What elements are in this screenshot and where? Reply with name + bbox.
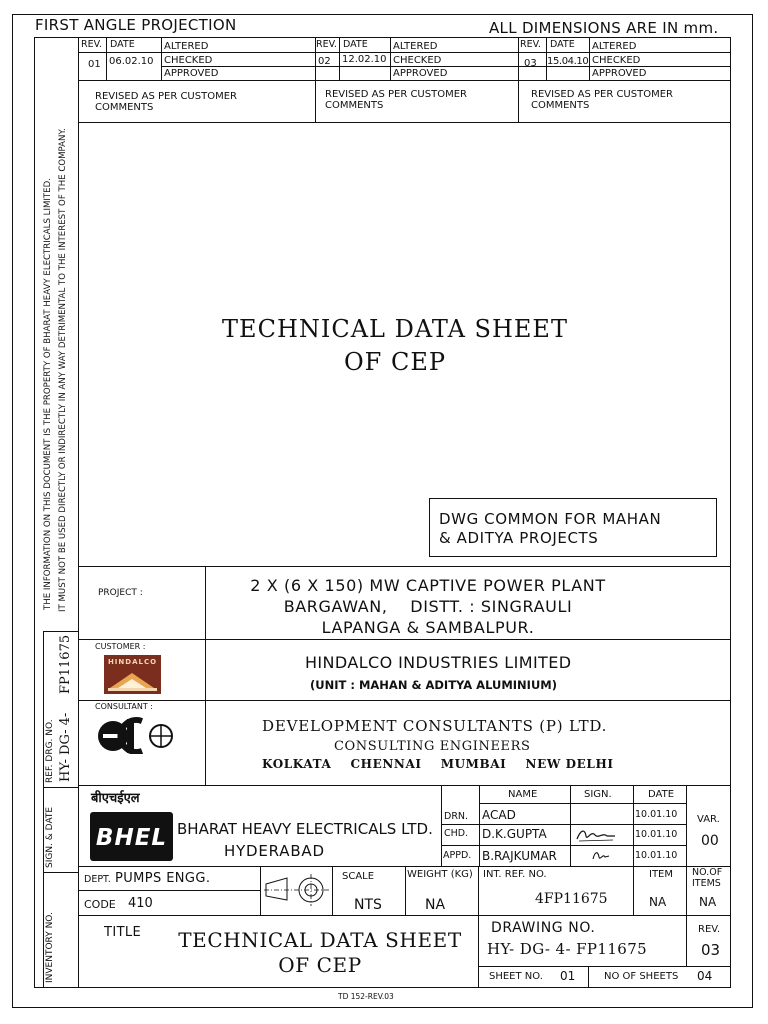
date-label: DATE xyxy=(343,39,368,50)
checked-label: CHECKED xyxy=(393,55,442,66)
project-description xyxy=(205,575,651,638)
no-items-value: NA xyxy=(699,895,717,909)
dc-logo-icon xyxy=(97,716,181,754)
checked-label: CHECKED xyxy=(164,55,213,66)
scale-value: NTS xyxy=(354,897,382,913)
drawing-title xyxy=(170,928,470,978)
var-value: 00 xyxy=(701,833,719,849)
common-drawing-note xyxy=(429,498,717,557)
sheet-no-label: SHEET NO. xyxy=(489,971,543,982)
rev-date: 15.04.10 xyxy=(547,56,589,67)
project-line3: LAPANGA & SAMBALPUR. xyxy=(321,618,535,637)
int-ref-label: INT. REF. NO. xyxy=(483,869,547,880)
checked-role: CHD. xyxy=(444,828,469,839)
details-col xyxy=(405,866,406,915)
rev-number: 01 xyxy=(88,59,101,70)
sign-header-sign: SIGN. xyxy=(584,789,612,800)
no-of-sheets: 04 xyxy=(697,969,713,983)
rev-line-3 xyxy=(78,80,731,81)
altered-label: ALTERED xyxy=(592,41,637,52)
approved-signature-icon xyxy=(591,849,611,863)
no-of-sheets-label: NO OF SHEETS xyxy=(604,971,679,982)
consultant-sub: CONSULTING ENGINEERS xyxy=(334,739,531,754)
rev-comment: REVISED AS PER CUSTOMER COMMENTS xyxy=(95,91,237,113)
customer-name: HINDALCO INDUSTRIES LIMITED xyxy=(305,653,572,672)
sidebar-divider xyxy=(78,37,79,988)
company-name: BHARAT HEAVY ELECTRICALS LTD. xyxy=(177,820,433,838)
rev-number: 03 xyxy=(524,58,537,69)
details-bottom-line xyxy=(78,915,731,916)
sign-col xyxy=(686,785,687,866)
details-col xyxy=(332,866,333,915)
form-code: TD 152-REV.03 xyxy=(338,992,394,1001)
rev-date: 12.02.10 xyxy=(342,54,387,65)
drawing-title-line1: TECHNICAL DATA SHEET xyxy=(178,928,462,952)
checked-label: CHECKED xyxy=(592,55,641,66)
weight-value: NA xyxy=(425,897,446,913)
sign-date-label: SIGN. & DATE xyxy=(45,806,55,868)
drawing-no-line xyxy=(478,966,731,967)
drawn-name: ACAD xyxy=(482,808,516,822)
bhel-right-col xyxy=(441,785,442,866)
drawing-title-line2: OF CEP xyxy=(278,953,362,977)
altered-label: ALTERED xyxy=(393,41,438,52)
sign-col xyxy=(479,785,480,866)
sign-col xyxy=(633,785,634,866)
rev-date: 06.02.10 xyxy=(109,56,154,67)
no-items-label-1: NO.OF xyxy=(692,867,723,878)
sheet-col xyxy=(588,966,589,988)
altered-label: ALTERED xyxy=(164,41,209,52)
rev-comment: REVISED AS PER CUSTOMER COMMENTS xyxy=(325,89,467,111)
int-ref-value: 4FP11675 xyxy=(535,891,608,907)
ownership-notice: THE INFORMATION ON THIS DOCUMENT IS THE PROPERTY OF BHARAT HEAVY ELECTRICALS LIMITED. xyxy=(43,178,53,610)
bhel-logo xyxy=(90,812,173,861)
rev-col xyxy=(390,37,391,80)
consultant-label: CONSULTANT : xyxy=(95,702,154,711)
approved-label: APPROVED xyxy=(592,68,647,79)
date-label: DATE xyxy=(110,39,135,50)
sidebar-sep-2 xyxy=(43,787,78,788)
projection-label: FIRST ANGLE PROJECTION xyxy=(35,16,237,34)
checked-name: D.K.GUPTA xyxy=(482,827,547,841)
drawing-no: HY- DG- 4- FP11675 xyxy=(487,940,648,958)
customer-label: CUSTOMER : xyxy=(95,642,146,651)
scale-label: SCALE xyxy=(342,871,375,882)
common-note-line1: DWG COMMON FOR MAHAN xyxy=(439,510,662,528)
common-note-line2: & ADITYA PROJECTS xyxy=(439,529,599,547)
sign-header-line xyxy=(479,803,686,804)
sidebar-sep-3 xyxy=(43,872,78,873)
drawing-no-label: DRAWING NO. xyxy=(491,920,596,936)
weight-label: WEIGHT (KG) xyxy=(407,869,473,880)
dept-value: PUMPS ENGG. xyxy=(115,871,211,886)
no-items-label-2: ITEMS xyxy=(692,878,721,889)
consultant-name: DEVELOPMENT CONSULTANTS (P) LTD. xyxy=(262,717,608,735)
bhel-hindi-name: बीएचईएल xyxy=(91,791,140,806)
approved-label: APPROVED xyxy=(164,68,219,79)
code-value: 410 xyxy=(128,896,153,911)
project-top-line xyxy=(78,566,731,567)
sign-row-line xyxy=(441,824,686,825)
rev-col-right xyxy=(686,915,687,966)
rev-col xyxy=(161,37,162,80)
rev-col xyxy=(589,37,590,80)
hindalco-logo xyxy=(104,655,161,694)
ref-drg-value-a: FP11675 xyxy=(58,634,73,694)
ref-drg-value-b: HY- DG- 4- xyxy=(58,712,73,782)
code-label: CODE xyxy=(84,898,116,911)
rev-label: REV. xyxy=(81,39,102,50)
date-label: DATE xyxy=(550,39,575,50)
ref-drg-label: REF. DRG. NO. xyxy=(45,719,55,783)
rev-col xyxy=(106,37,107,80)
project-line1: 2 X (6 X 150) MW CAPTIVE POWER PLANT xyxy=(250,576,606,595)
bhel-logo-text: BHEL xyxy=(95,825,168,851)
hindalco-logo-text: HINDALCO xyxy=(107,658,158,666)
project-label: PROJECT : xyxy=(98,588,143,598)
approved-name: B.RAJKUMAR xyxy=(482,849,557,863)
consultant-top-line xyxy=(78,700,731,701)
item-label: ITEM xyxy=(649,869,674,880)
drawn-date: 10.01.10 xyxy=(635,809,678,820)
main-title xyxy=(150,313,640,379)
details-col xyxy=(478,866,479,988)
sidebar-inner-line xyxy=(43,631,44,988)
var-label: VAR. xyxy=(697,814,720,825)
rev-label: REV. xyxy=(520,39,541,50)
dept-label: DEPT. xyxy=(84,874,111,885)
rev-label: REV. xyxy=(316,39,337,50)
drawn-role: DRN. xyxy=(444,811,469,822)
sign-header-date: DATE xyxy=(648,789,675,800)
approved-label: APPROVED xyxy=(393,68,448,79)
checked-signature-icon xyxy=(575,827,617,843)
rev-line-1 xyxy=(78,52,731,53)
rev-value-title: 03 xyxy=(701,941,721,959)
main-title-line1: TECHNICAL DATA SHEET xyxy=(222,315,568,343)
approved-date: 10.01.10 xyxy=(635,850,678,861)
dimensions-note: ALL DIMENSIONS ARE IN mm. xyxy=(489,19,719,37)
sign-col xyxy=(570,785,571,866)
details-col xyxy=(686,866,687,915)
sidebar-sep-1 xyxy=(43,631,78,632)
item-value: NA xyxy=(649,895,667,909)
details-col xyxy=(633,866,634,915)
customer-unit: (UNIT : MAHAN & ADITYA ALUMINIUM) xyxy=(310,678,557,692)
inventory-label: INVENTORY NO. xyxy=(45,912,55,983)
approved-role: APPD. xyxy=(443,850,472,861)
rev-col xyxy=(518,37,519,122)
main-title-line2: OF CEP xyxy=(344,348,446,376)
project-line2: BARGAWAN, DISTT. : SINGRAULI xyxy=(283,597,573,616)
details-mid-line xyxy=(78,890,260,891)
rev-label-title: REV. xyxy=(698,924,720,935)
rev-comment: REVISED AS PER CUSTOMER COMMENTS xyxy=(531,89,673,111)
checked-date: 10.01.10 xyxy=(635,829,678,840)
rev-number: 02 xyxy=(318,56,331,67)
customer-top-line xyxy=(78,639,731,640)
rev-line-2 xyxy=(161,66,731,67)
rev-line-4 xyxy=(78,122,731,123)
sheet-no: 01 xyxy=(560,969,576,983)
hindalco-emblem-icon xyxy=(104,655,161,694)
first-angle-projection-icon xyxy=(263,869,331,913)
title-label: TITLE xyxy=(104,925,142,940)
details-col xyxy=(260,866,261,915)
usage-notice: IT MUST NOT BE USED DIRECTLY OR INDIRECTLY IN ANY WAY DETRIMENTAL TO THE INTEREST OF THE COMPANY. xyxy=(58,128,68,612)
rev-col xyxy=(339,37,340,80)
sign-header-name: NAME xyxy=(508,789,538,800)
consultant-cities: KOLKATA CHENNAI MUMBAI NEW DELHI xyxy=(262,757,614,771)
company-city: HYDERABAD xyxy=(224,842,325,860)
sign-row-line xyxy=(441,845,686,846)
